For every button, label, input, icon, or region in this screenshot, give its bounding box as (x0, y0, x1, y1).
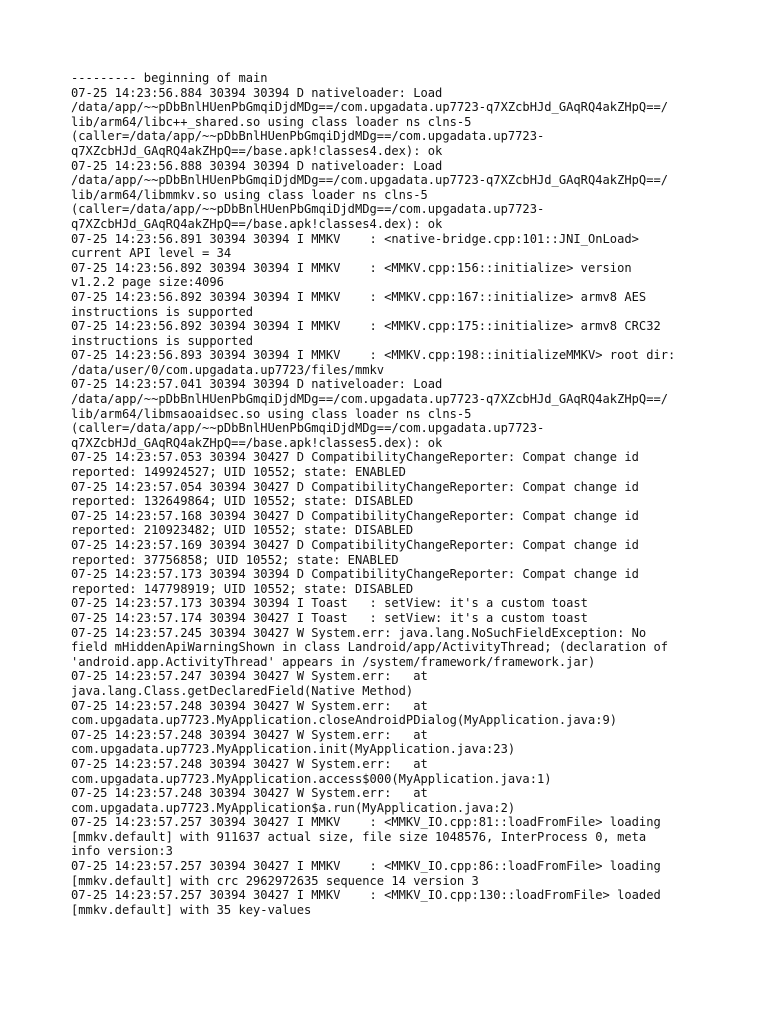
log-line: lib/arm64/libmsaoaidsec.so using class loader ns clns-5 (71, 406, 472, 421)
log-line: lib/arm64/libc++_shared.so using class loader ns clns-5 (71, 114, 472, 129)
log-line: 07-25 14:23:57.257 30394 30427 I MMKV : <MMKV_IO.cpp:81::loadFromFile> loading (71, 815, 661, 830)
log-line: 07-25 14:23:57.248 30394 30427 W System.err: at (71, 727, 428, 742)
log-line: (caller=/data/app/~~pDbBnlHUenPbGmqiDjdMDg==/com.upgadata.up7723- (71, 202, 545, 217)
log-line: --------- beginning of main (71, 71, 268, 85)
log-line: instructions is supported (71, 333, 254, 348)
log-line: 07-25 14:23:57.174 30394 30427 I Toast : setView: it's a custom toast (71, 610, 588, 625)
log-line: com.upgadata.up7723.MyApplication.access$000(MyApplication.java:1) (71, 771, 552, 786)
log-line: current API level = 34 (71, 246, 232, 261)
log-line: 07-25 14:23:57.247 30394 30427 W System.err: at (71, 669, 428, 684)
log-line: 07-25 14:23:57.257 30394 30427 I MMKV : <MMKV_IO.cpp:130::loadFromFile> loaded (71, 888, 661, 903)
log-line: info version:3 (71, 844, 173, 859)
log-line: /data/app/~~pDbBnlHUenPbGmqiDjdMDg==/com.upgadata.up7723-q7XZcbHJd_GAqRQ4akZHpQ==/ (71, 392, 669, 407)
log-line: 07-25 14:23:57.257 30394 30427 I MMKV : <MMKV_IO.cpp:86::loadFromFile> loading (71, 859, 661, 874)
log-line: /data/user/0/com.upgadata.up7723/files/mmkv (71, 362, 385, 377)
log-line: [mmkv.default] with crc 2962972635 sequence 14 version 3 (71, 873, 479, 888)
log-line: (caller=/data/app/~~pDbBnlHUenPbGmqiDjdMDg==/com.upgadata.up7723- (71, 421, 545, 436)
log-line: com.upgadata.up7723.MyApplication.init(MyApplication.java:23) (71, 742, 516, 757)
log-line: java.lang.Class.getDeclaredField(Native Method) (71, 683, 414, 698)
log-output (71, 71, 711, 917)
log-line: (caller=/data/app/~~pDbBnlHUenPbGmqiDjdMDg==/com.upgadata.up7723- (71, 129, 545, 144)
log-line: 07-25 14:23:57.041 30394 30394 D nativeloader: Load (71, 377, 443, 392)
log-line: 07-25 14:23:57.248 30394 30427 W System.err: at (71, 756, 428, 771)
log-line: [mmkv.default] with 35 key-values (71, 902, 312, 917)
log-line: 07-25 14:23:56.888 30394 30394 D nativeloader: Load (71, 158, 443, 173)
log-line: [mmkv.default] with 911637 actual size, file size 1048576, InterProcess 0, meta (71, 829, 647, 844)
log-line: 'android.app.ActivityThread' appears in /system/framework/framework.jar) (71, 654, 596, 669)
log-line: 07-25 14:23:57.245 30394 30427 W System.err: java.lang.NoSuchFieldException: No (71, 625, 647, 640)
log-line: reported: 37756858; UID 10552; state: ENABLED (71, 552, 399, 567)
log-line: 07-25 14:23:56.893 30394 30394 I MMKV : <MMKV.cpp:198::initializeMMKV> root dir: (71, 348, 676, 363)
log-line: 07-25 14:23:56.892 30394 30394 I MMKV : <MMKV.cpp:175::initialize> armv8 CRC32 (71, 319, 661, 334)
log-line: 07-25 14:23:57.173 30394 30394 I Toast : setView: it's a custom toast (71, 596, 588, 611)
log-line: q7XZcbHJd_GAqRQ4akZHpQ==/base.apk!classes4.dex): ok (71, 143, 443, 158)
log-line: instructions is supported (71, 304, 254, 319)
log-line: 07-25 14:23:56.892 30394 30394 I MMKV : <MMKV.cpp:167::initialize> armv8 AES (71, 289, 647, 304)
log-line: q7XZcbHJd_GAqRQ4akZHpQ==/base.apk!classes5.dex): ok (71, 435, 443, 450)
log-line: 07-25 14:23:56.884 30394 30394 D nativeloader: Load (71, 85, 443, 100)
log-line: v1.2.2 page size:4096 (71, 275, 224, 290)
log-line: com.upgadata.up7723.MyApplication$a.run(MyApplication.java:2) (71, 800, 516, 815)
log-line: 07-25 14:23:57.054 30394 30427 D CompatibilityChangeReporter: Compat change id (71, 479, 639, 494)
log-line: 07-25 14:23:56.892 30394 30394 I MMKV : <MMKV.cpp:156::initialize> version (71, 260, 632, 275)
log-line: 07-25 14:23:57.169 30394 30427 D CompatibilityChangeReporter: Compat change id (71, 538, 639, 552)
log-line: q7XZcbHJd_GAqRQ4akZHpQ==/base.apk!classes4.dex): ok (71, 216, 443, 231)
log-line: reported: 132649864; UID 10552; state: DISABLED (71, 494, 414, 509)
log-line: reported: 147798919; UID 10552; state: DISABLED (71, 581, 414, 596)
log-line: field mHiddenApiWarningShown in class Landroid/app/ActivityThread; (declaration of (71, 640, 669, 655)
log-line: com.upgadata.up7723.MyApplication.closeAndroidPDialog(MyApplication.java:9) (71, 713, 618, 728)
log-line: 07-25 14:23:56.891 30394 30394 I MMKV : <native-bridge.cpp:101::JNI_OnLoad> (71, 231, 639, 246)
log-line: lib/arm64/libmmkv.so using class loader ns clns-5 (71, 187, 428, 202)
log-line: 07-25 14:23:57.168 30394 30427 D CompatibilityChangeReporter: Compat change id (71, 508, 639, 523)
log-line: 07-25 14:23:57.248 30394 30427 W System.err: at (71, 786, 428, 801)
log-line: 07-25 14:23:57.248 30394 30427 W System.err: at (71, 698, 428, 713)
log-line: reported: 149924527; UID 10552; state: ENABLED (71, 465, 406, 480)
log-line: 07-25 14:23:57.173 30394 30394 D CompatibilityChangeReporter: Compat change id (71, 567, 639, 582)
log-line: /data/app/~~pDbBnlHUenPbGmqiDjdMDg==/com.upgadata.up7723-q7XZcbHJd_GAqRQ4akZHpQ==/ (71, 100, 669, 115)
log-line: /data/app/~~pDbBnlHUenPbGmqiDjdMDg==/com.upgadata.up7723-q7XZcbHJd_GAqRQ4akZHpQ==/ (71, 173, 669, 188)
log-line: 07-25 14:23:57.053 30394 30427 D CompatibilityChangeReporter: Compat change id (71, 450, 639, 465)
log-line: reported: 210923482; UID 10552; state: DISABLED (71, 523, 414, 538)
